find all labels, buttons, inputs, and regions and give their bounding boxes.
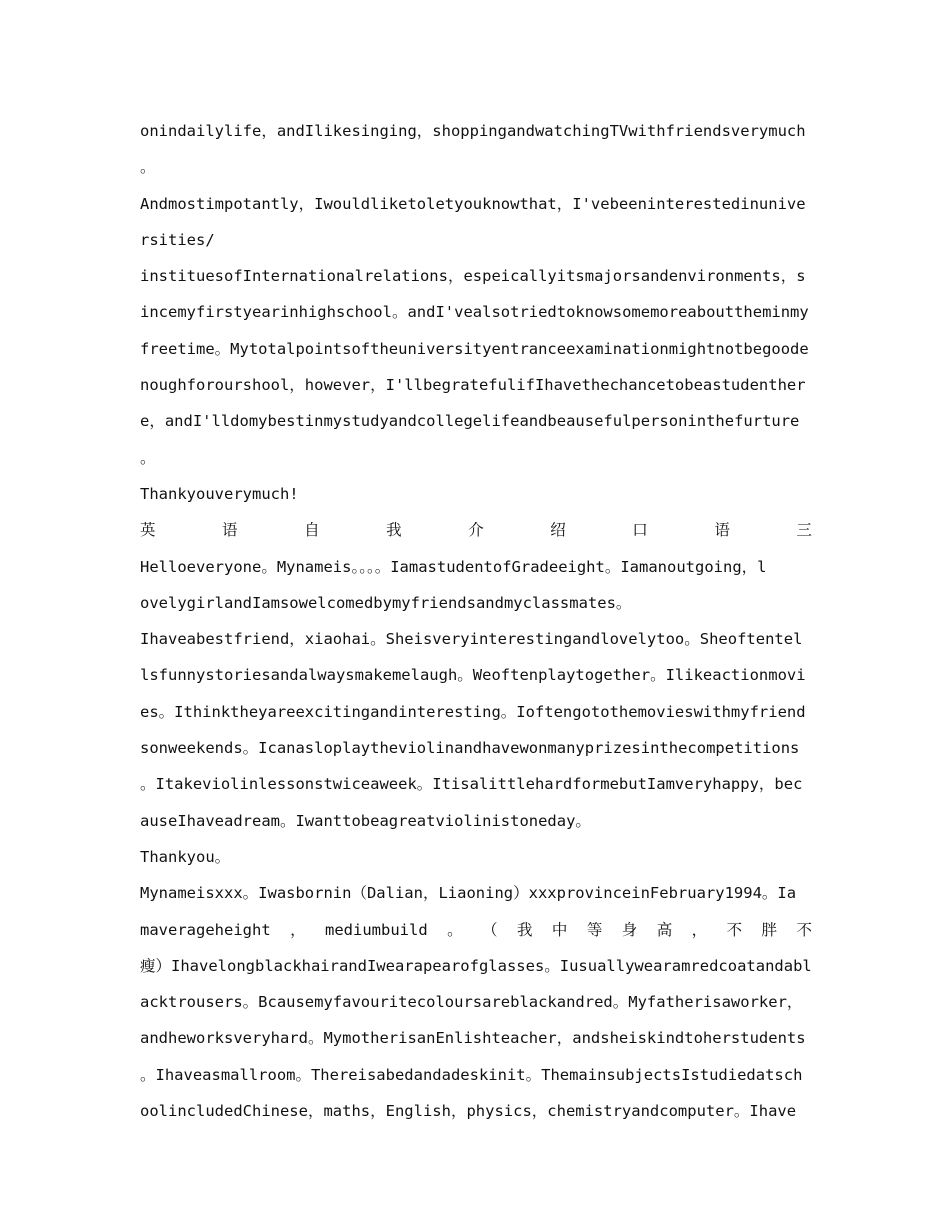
text-line: Andmostimpotantly，Iwouldliketoletyouknowthat，I'vebeeninterestedinunive xyxy=(140,194,806,213)
text-line: acktrousers。Bcausemyfavouritecoloursareblackandred。Myfatherisaworker， xyxy=(140,993,803,1012)
text-line: auseIhaveadream。Iwanttobeagreatviolinistoneday。 xyxy=(140,811,591,830)
text-line: andheworksveryhard。MymotherisanEnlishteacher，andsheiskindtoherstudents xyxy=(140,1029,806,1048)
text-line: Ihaveabestfriend，xiaohai。Sheisveryinterestingandlovelytoo。Sheoftentel xyxy=(140,630,803,649)
text-line: 。Itakeviolinlessonstwiceaweek。ItisalittlehardformebutIamveryhappy，bec xyxy=(140,775,803,794)
heading-char: 三 xyxy=(796,521,812,540)
text-line: oolincludedChinese，maths，English，physics，chemistryandcomputer。Ihave xyxy=(140,1102,797,1121)
text-line: ovelygirlandIamsowelcomedbymyfriendsandmyclassmates。 xyxy=(140,593,632,612)
text-line: es。Ithinktheyareexcitingandinteresting。Ioftengotothemovieswithmyfriend xyxy=(140,702,806,721)
text-line: e，andI'lldomybestinmystudyandcollegelifeandbeausefulpersoninthefurture xyxy=(140,412,800,431)
heading-char: 绍 xyxy=(550,521,566,540)
heading-char: 口 xyxy=(632,521,648,540)
text-line: Helloeveryone。Mynameis。。。。IamastudentofGradeeight。Iamanoutgoing，l xyxy=(140,557,767,576)
text-segment: ， xyxy=(290,920,306,939)
text-segment: maverageheight xyxy=(140,920,271,939)
heading-char: 语 xyxy=(714,521,730,540)
heading-char: 我 xyxy=(386,521,402,540)
heading-char: 英 xyxy=(140,521,156,540)
text-line: freetime。Mytotalpointsoftheuniversityentranceexaminationmightnotbegoode xyxy=(140,339,809,358)
text-segment: 高 xyxy=(656,920,673,939)
heading-char: 介 xyxy=(468,521,484,540)
text-line: lsfunnystoriesandalwaysmakemelaugh。Weoftenplaytogether。Ilikeactionmovi xyxy=(140,666,806,685)
text-line: 瘦）IhavelongblackhairandIwearapearofglasses。Iusuallywearamredcoatandabl xyxy=(140,956,812,975)
text-line: Thankyouverymuch! xyxy=(140,484,299,503)
text-segment: 身 xyxy=(621,920,638,939)
text-line: Mynameisxxx。Iwasbornin（Dalian，Liaoning）xxxprovinceinFebruary1994。Ia xyxy=(140,884,797,903)
text-segment: 。 xyxy=(447,920,463,939)
text-segment: 不 xyxy=(726,920,743,939)
text-segment: mediumbuild xyxy=(325,920,428,939)
text-line: incemyfirstyearinhighschool。andI'vealsotriedtoknowsomemoreabouttheminmy xyxy=(140,303,809,322)
heading-char: 语 xyxy=(222,521,238,540)
document-body xyxy=(140,118,812,1134)
text-segment: ， xyxy=(691,920,708,939)
text-line: 。Ihaveasmallroom。Thereisabedandadeskinit。ThemainsubjectsIstudiedatsch xyxy=(140,1065,803,1084)
text-line: rsities/ xyxy=(140,230,215,249)
text-line: Thankyou。 xyxy=(140,847,231,866)
text-segment: 不 xyxy=(796,920,812,939)
section-heading xyxy=(140,517,812,553)
text-line: sonweekends。Icanasloplaytheviolinandhavewonmanyprizesinthecompetitions xyxy=(140,739,800,758)
text-line: 。 xyxy=(140,158,156,177)
justified-text-line xyxy=(140,917,812,953)
text-segment: 我 xyxy=(516,920,533,939)
heading-char: 自 xyxy=(304,521,320,540)
text-line: 。 xyxy=(140,448,156,467)
text-segment: （ xyxy=(482,920,498,939)
text-line: instituesofInternationalrelations，espeicallyitsmajorsandenvironments，s xyxy=(140,267,806,286)
text-segment: 胖 xyxy=(761,920,778,939)
text-segment: 等 xyxy=(586,920,603,939)
text-line: onindailylife，andIlikesinging，shoppingandwatchingTVwithfriendsverymuch xyxy=(140,122,806,140)
text-segment: 中 xyxy=(551,920,568,939)
text-line: noughforourshool，however，I'llbegratefulifIhavethechancetobeastudenther xyxy=(140,376,806,395)
